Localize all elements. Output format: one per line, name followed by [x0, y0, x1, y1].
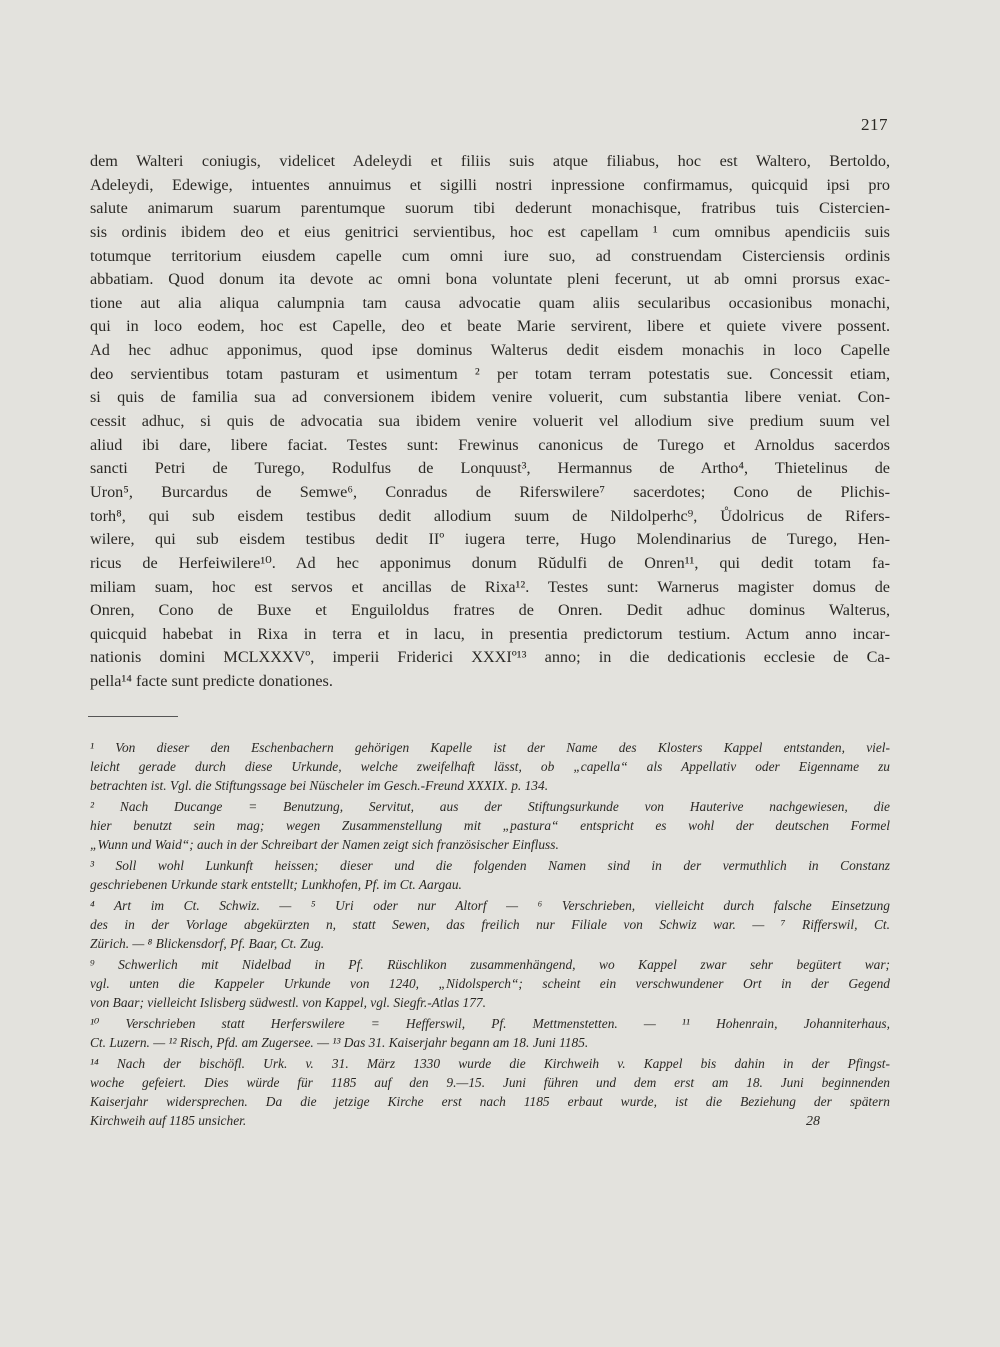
body-line: ricus de Herfeiwilere¹⁰. Ad hec apponimus donum Rŭdulfi de Onren¹¹, qui dedit totam fa-: [90, 553, 890, 572]
body-line: quicquid habebat in Rixa in terra et in lacu, in presentia predictorum testium. Actum anno incar-: [90, 624, 890, 643]
body-line: Onren, Cono de Buxe et Enguiloldus fratres de Onren. Dedit adhuc dominus Walterus,: [90, 601, 890, 620]
body-line: si quis de familia sua ad conversionem ibidem venire voluerit, cum substantia libere veniat. Con-: [90, 388, 890, 407]
footnotes: [90, 738, 890, 1130]
body-line: aliud ibi dare, libere faciat. Testes sunt: Frewinus canonicus de Turego et Arnoldus sacerdos: [90, 435, 890, 454]
body-line: Ad hec adhuc apponimus, quod ipse dominus Walterus dedit eisdem monachis in loco Capelle: [90, 341, 890, 360]
sheet-signature-mark: 28: [806, 1114, 820, 1129]
footnote-line: von Baar; vielleicht Islisberg südwestl. von Kappel, vgl. Siegfr.-Atlas 177.: [90, 995, 486, 1010]
body-line: wilere, qui sub eisdem testibus dedit IIº iugera terre, Hugo Molendinarius de Turego, Hen-: [90, 530, 890, 549]
body-line: salute animarum suarum parentumque suorum tibi dederunt monachisque, fratribus tuis Cistercien-: [90, 199, 890, 218]
footnote-line: vgl. unten die Kappeler Urkunde von 1240, „Nidolsperch“; scheint ein verschwundener Ort in der Gegend: [90, 976, 890, 991]
footnote-line: ¹⁰ Verschrieben statt Herferswilere = Hefferswil, Pf. Mettmenstetten. — ¹¹ Hohenrain, Johanniterhaus,: [90, 1016, 890, 1031]
footnote-line: des in der Vorlage abgekürzten n, statt Sewen, das freilich nur Filiale von Schwiz war. — ⁷ Rifferswil, Ct.: [90, 917, 890, 932]
footnote-line: Zürich. — ⁸ Blickensdorf, Pf. Baar, Ct. Zug.: [90, 936, 325, 951]
body-line: nationis domini MCLXXXVº, imperii Friderici XXXIº¹³ anno; in die dedicationis ecclesie de Ca-: [90, 648, 890, 667]
footnote-separator: [88, 716, 178, 717]
footnote-line: betrachten ist. Vgl. die Stiftungssage bei Nüscheler im Gesch.-Freund XXXIX. p. 134.: [90, 778, 549, 793]
footnote-line: Ct. Luzern. — ¹² Risch, Pfd. am Zugersee. — ¹³ Das 31. Kaiserjahr begann am 18. Juni 1185.: [90, 1035, 589, 1050]
body-line: abbatiam. Quod donum ita devote ac omni bona voluntate pleni fecerunt, ut ab omni prorsus exac-: [90, 270, 890, 289]
footnote-line: leicht gerade durch diese Urkunde, welche zweifelhaft lässt, ob „capella“ als Appellativ oder Eigenname zu: [90, 759, 890, 774]
footnote-line: ⁹ Schwerlich mit Nidelbad in Pf. Rüschlikon zusammenhängend, wo Kappel zwar sehr begütert war;: [90, 957, 890, 972]
body-line: sis ordinis ibidem deo et eius genitrici servientibus, hoc est capellam ¹ cum omnibus apendiciis suis: [90, 222, 890, 241]
footnote-line: ⁴ Art im Ct. Schwiz. — ⁵ Uri oder nur Altorf — ⁶ Verschrieben, vielleicht durch falsche Einsetzung: [90, 898, 890, 913]
footnote-line: geschriebenen Urkunde stark entstellt; Lunkhofen, Pf. im Ct. Aargau.: [90, 877, 462, 892]
charter-text: [90, 150, 890, 694]
body-line: dem Walteri coniugis, videlicet Adeleydi et filiis suis atque filiabus, hoc est Waltero, Bertoldo,: [90, 152, 890, 170]
body-line: torh⁸, qui sub eisdem testibus dedit allodium suum de Nildolperhc⁹, Ůdolricus de Rifers-: [90, 506, 890, 525]
footnote-line: „Wunn und Waid“; auch in der Schreibart der Namen zeigt sich französischer Einfluss.: [90, 837, 559, 852]
body-line: qui in loco eodem, hoc est Capelle, deo et beate Marie servirent, libere et quiete vivere possent.: [90, 317, 890, 336]
page-number: 217: [861, 115, 888, 134]
footnote-line: woche gefeiert. Dies würde für 1185 auf den 9.—15. Juni führen und dem erst am 18. Juni beginnenden: [90, 1075, 890, 1090]
body-line: Uron⁵, Burcardus de Semwe⁶, Conradus de Riferswilere⁷ sacerdotes; Cono de Plichis-: [90, 482, 890, 501]
body-line: Adeleydi, Edewige, intuentes annuimus et sigilli nostri inpressione confirmamus, quicquid ipsi pro: [90, 175, 890, 194]
footnote-line: Kaiserjahr widersprechen. Da die jetzige Kirche erst nach 1185 erbaut wurde, ist die Beziehung der spätern: [90, 1094, 890, 1109]
body-line: miliam suam, hoc est servos et ancillas de Rixa¹². Testes sunt: Warnerus magister domus de: [90, 577, 890, 596]
footnote-line: ¹ Von dieser den Eschenbachern gehörigen Kapelle ist der Name des Klosters Kappel entstanden, viel-: [90, 740, 890, 755]
footnote-line: ¹⁴ Nach der bischöfl. Urk. v. 31. März 1330 wurde die Kirchweih v. Kappel bis dahin in der Pfingst-: [90, 1056, 890, 1071]
body-line: pella¹⁴ facte sunt predicte donationes.: [90, 672, 333, 691]
footnote-line: hier benutzt sein mag; wegen Zusammenstellung mit „pastura“ entspricht es wohl der deutschen Formel: [90, 818, 890, 833]
body-line: deo servientibus totam pasturam et usimentum ² per totam terram potestatis sue. Concessit etiam,: [90, 364, 890, 383]
body-line: cessit adhuc, si quis de advocatia sua ibidem venire voluerit vel allodium sive predium suum vel: [90, 412, 890, 431]
footnote-line: ³ Soll wohl Lunkunft heissen; dieser und die folgenden Namen sind in der vermuthlich in Constanz: [90, 858, 890, 873]
body-line: totumque territorium eiusdem capelle cum omni iure suo, ad construendam Cisterciensis ordinis: [90, 246, 890, 265]
body-line: tione aut alia aliqua calumpnia tam causa advocatie quam aliis secularibus occasionibus monachi,: [90, 293, 890, 312]
footnote-line: Kirchweih auf 1185 unsicher.: [90, 1113, 247, 1128]
footnote-line: ² Nach Ducange = Benutzung, Servitut, aus der Stiftungsurkunde von Hauterive nachgewiesen, die: [90, 799, 890, 814]
body-line: sancti Petri de Turego, Rodulfus de Lonquust³, Hermannus de Artho⁴, Thietelinus de: [90, 459, 890, 478]
